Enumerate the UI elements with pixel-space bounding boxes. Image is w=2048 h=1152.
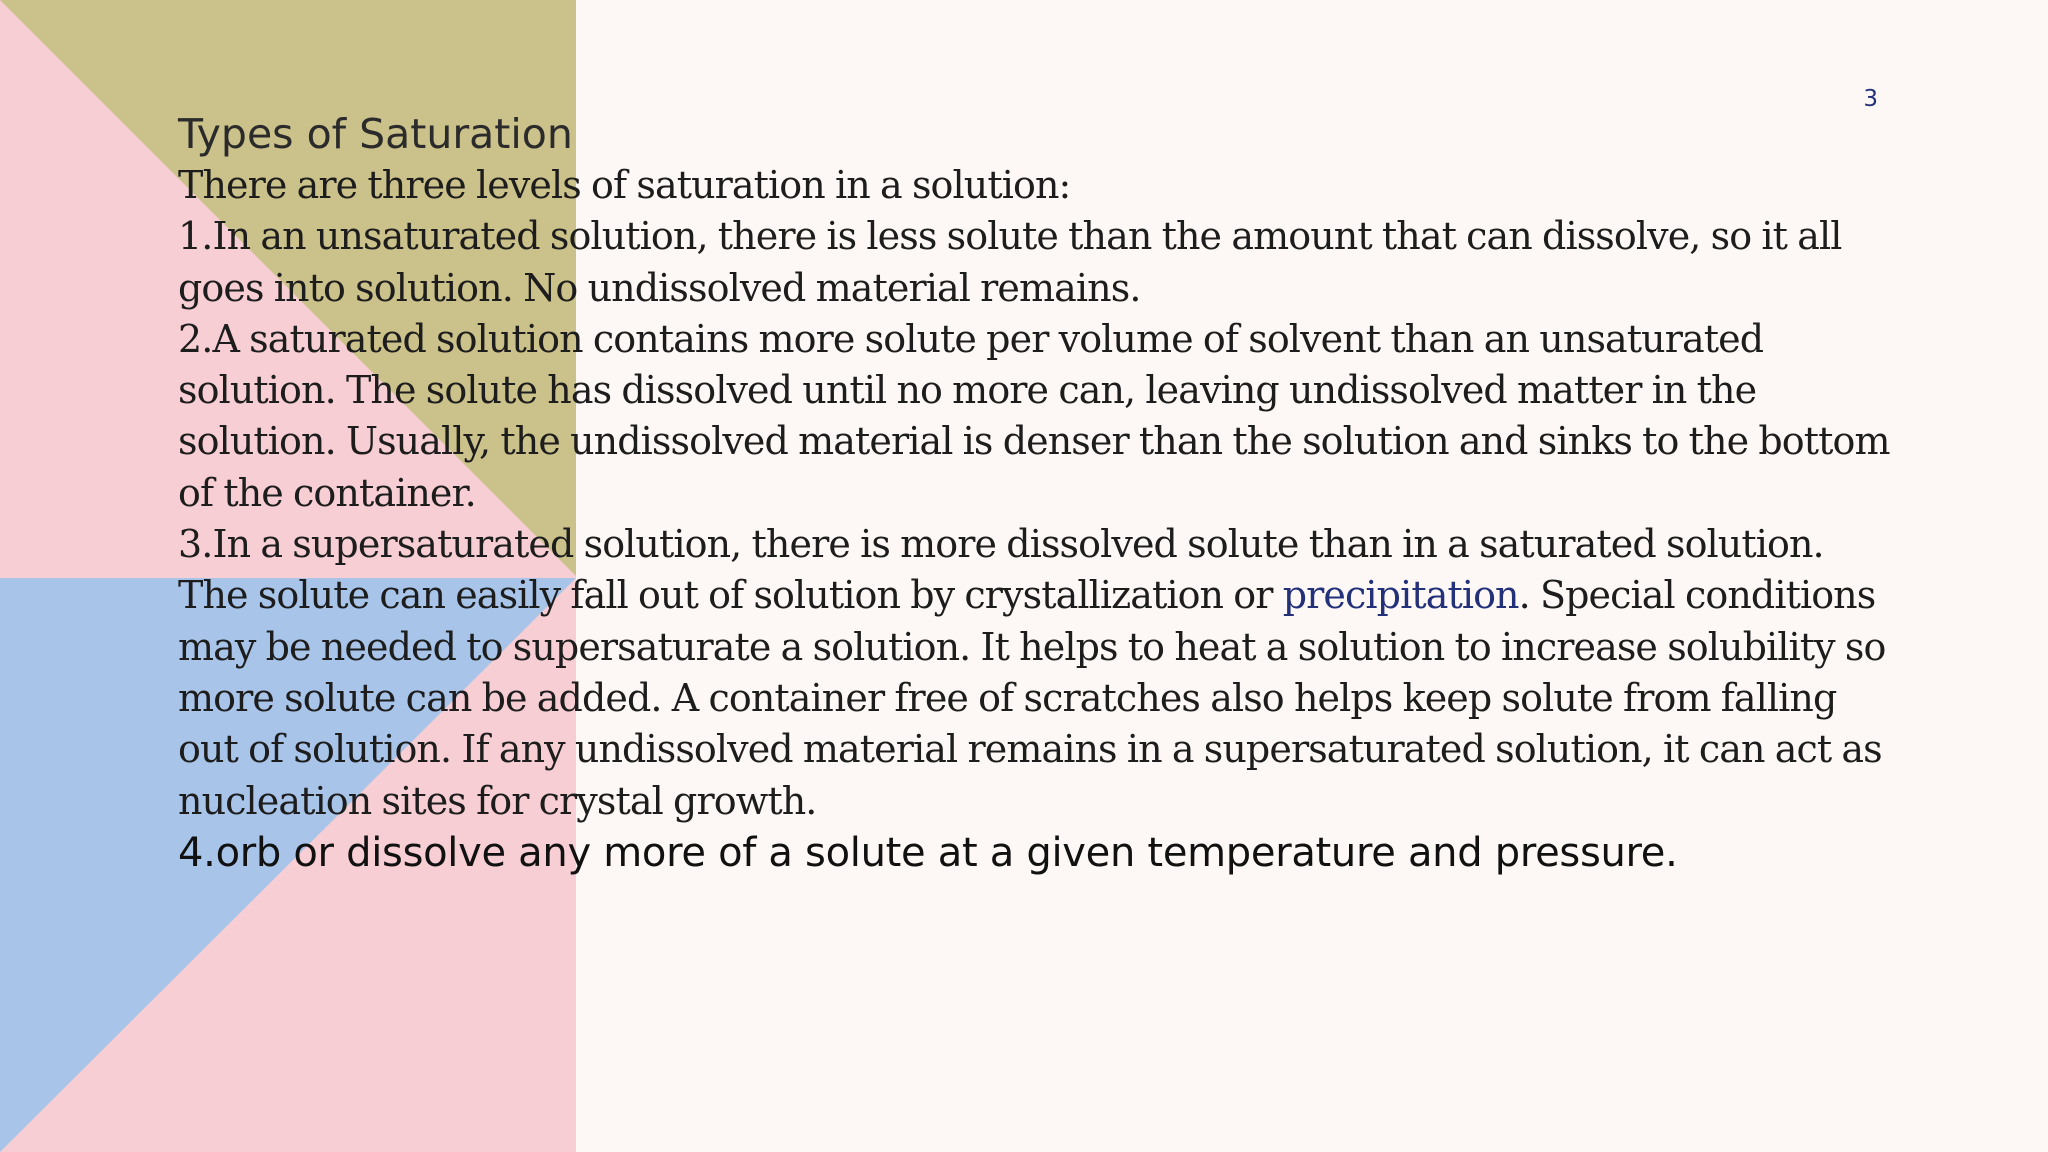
list-item-3-text-end: . Special conditions may be needed to supersaturate a solution. It helps to heat a solution to increase solubility so more solute can be added. A container free of scratches also helps keep solute from falling out of solution. If any undissolved material remains in a supersaturated solution, it can act as nucleation sites for crystal growth. (178, 573, 1886, 823)
list-item-4: 4.orb or dissolve any more of a solute at a given temperature and pressure. (178, 829, 1678, 876)
slide-title: Types of Saturation (178, 110, 573, 158)
list-item-2: 2.A saturated solution contains more solute per volume of solvent than an unsaturated solution. The solute has dissolved until no more can, leaving undissolved matter in the solution. Usually, the undissolved material is denser than the solution and sinks to the bottom of the container. (178, 316, 1890, 515)
intro-text: There are three levels of saturation in a solution: (178, 163, 1071, 207)
precipitation-link[interactable]: precipitation (1282, 573, 1519, 618)
slide-number: 3 (1863, 86, 1878, 112)
slide-content (178, 108, 1898, 879)
list-item-3-text-start: 3.In a supersaturated solution, there is more dissolved solute than in a saturated solution. The solute can easily fall out of solution by crystallization or (178, 522, 1824, 618)
list-item-3 (178, 519, 1898, 827)
list-item-1: 1.In an unsaturated solution, there is less solute than the amount that can dissolve, so it all goes into solution. No undissolved material remains. (178, 214, 1842, 310)
